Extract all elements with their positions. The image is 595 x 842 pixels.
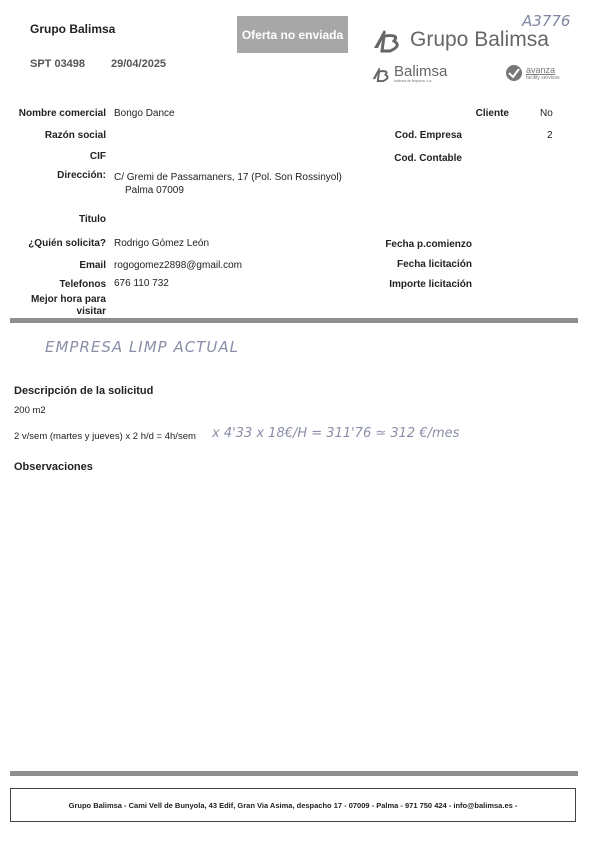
cliente-value: No (540, 108, 553, 119)
bottom-separator (10, 771, 578, 776)
direccion-line2: Palma 07009 (125, 185, 184, 196)
cod-empresa-label: Cod. Empresa (394, 130, 462, 141)
telefonos-value: 676 110 732 (114, 278, 169, 289)
document-date: 29/04/2025 (111, 58, 167, 70)
footer-text: Grupo Balimsa - Cami Vell de Bunyola, 43 Edif, Gran Via Asima, despacho 17 - 07009 - Palma - 971 750 424 - info@balimsa.es - (68, 800, 518, 810)
grupo-balimsa-logo (370, 26, 549, 54)
logo-text-main: Grupo Balimsa (410, 28, 549, 51)
company-name: Grupo Balimsa (30, 22, 116, 36)
direccion-line1: C/ Gremi de Passamaners, 17 (Pol. Son Rossinyol) (114, 172, 342, 183)
avanza-logo (505, 64, 560, 82)
cliente-label: Cliente (475, 108, 509, 119)
email-label: Email (79, 260, 106, 271)
razon-social-label: Razón social (44, 130, 106, 141)
nombre-comercial-label: Nombre comercial (18, 108, 106, 119)
handwritten-calculation: x 4'33 x 18€/H = 311'76 ≃ 312 €/mes (212, 426, 460, 441)
cod-contable-label: Cod. Contable (394, 153, 462, 164)
titulo-label: Titulo (78, 214, 106, 225)
fecha-licitacion-label: Fecha licitación (396, 259, 472, 270)
quien-solicita-label: ¿Quién solicita? (28, 238, 106, 249)
logo-text-secondary: Balimsa (394, 63, 448, 80)
direccion-label: Dirección: (57, 170, 106, 181)
footer-box (10, 788, 576, 822)
cif-label: CIF (89, 151, 106, 162)
avanza-check-icon (505, 64, 523, 82)
importe-licitacion-label: Importe licitación (389, 279, 472, 290)
balimsa-mark-small-icon (370, 65, 392, 83)
avanza-tagline: facility services (526, 75, 560, 81)
status-badge: Oferta no enviada (237, 16, 348, 53)
mejor-hora-label-line1: Mejor hora para (30, 294, 106, 305)
email-value: rogogomez2898@gmail.com (114, 260, 242, 271)
top-separator (10, 318, 578, 323)
fecha-comienzo-label: Fecha p.comienzo (385, 239, 472, 250)
avanza-name: avanza (526, 65, 556, 75)
descripcion-line2: 2 v/sem (martes y jueves) x 2 h/d = 4h/sem (14, 431, 196, 442)
cod-empresa-value: 2 (547, 130, 553, 141)
handwritten-reference: A3776 (522, 12, 571, 30)
reference-number: SPT 03498 (30, 58, 86, 70)
nombre-comercial-value: Bongo Dance (114, 108, 175, 119)
telefonos-label: Telefonos (59, 279, 106, 290)
balimsa-mark-icon (370, 26, 404, 54)
handwritten-note: EMPRESA LIMP ACTUAL (45, 338, 239, 356)
balimsa-logo (370, 64, 447, 83)
logo-tagline-secondary: balimsa de limpieza, s.a. (394, 79, 433, 83)
quien-solicita-value: Rodrigo Gómez León (114, 238, 210, 249)
mejor-hora-label-line2: visitar (76, 306, 106, 317)
descripcion-line1: 200 m2 (14, 405, 46, 416)
descripcion-heading: Descripción de la solicitud (14, 385, 154, 397)
observaciones-heading: Observaciones (14, 461, 93, 473)
